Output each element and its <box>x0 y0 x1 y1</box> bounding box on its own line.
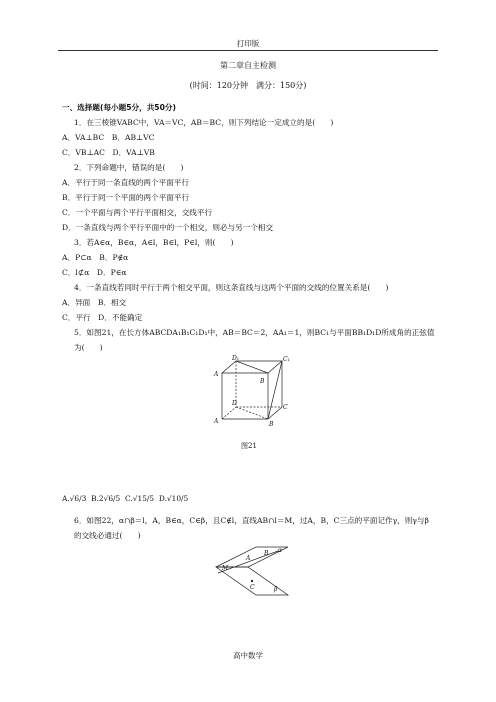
spacer <box>62 453 436 491</box>
planes-diagram <box>212 543 292 599</box>
q5-option-d: D.√10/5 <box>158 494 189 503</box>
q2-option-b: B．平行于同一个平面的两个平面平行 <box>62 193 190 202</box>
label-b: B <box>269 421 274 428</box>
question-4: 4．一条直线若同时平行于两个相交平面，则这条直线与这两个平面的交线的位置关系是( ) <box>74 283 389 292</box>
label-d: D <box>232 400 237 407</box>
q5-option-b: B.2√6/5 <box>91 494 121 503</box>
q2-option-d: D．一条直线与两个平行平面中的一个相交，则必与另一个相交 <box>62 223 274 232</box>
page-footer: 高中数学 <box>233 651 263 660</box>
q5-option-a: A.√6/3 <box>62 494 87 503</box>
q1-options-cd: C．VB⊥AC D．VA⊥VB <box>62 148 155 157</box>
label-m: M <box>222 565 229 572</box>
q3-options-ab: A．P⊂α B．P∉α <box>62 253 129 262</box>
doc-subtitle: (时间：120分钟 满分：150分) <box>189 81 307 90</box>
label-c: C <box>283 404 288 411</box>
q2-option-a: A．平行于同一条直线的两个平面平行 <box>62 178 189 187</box>
question-1: 1．在三棱锥VABC中，VA＝VC，AB＝BC，则下列结论一定成立的是( ) <box>74 118 334 127</box>
question-6: 6．如图22，α∩β＝l，A，B∈α，C∈β，且C∉l，直线AB∩l＝M，过A，B，C三点的平面记作γ，则γ与β的交线必通过( ) <box>74 516 429 540</box>
q1-options-ab: A．VA⊥BC B．AB⊥VC <box>62 133 155 142</box>
figure-2-1-caption: 图21 <box>241 442 257 450</box>
q5-option-c: C.√15/5 <box>125 494 155 503</box>
figure-2-2 <box>62 543 436 599</box>
q3-options-cd: C．l⊄α D．P∈α <box>62 268 127 277</box>
q5-options <box>62 491 436 513</box>
figure-2-1 <box>62 355 436 439</box>
q2-option-c: C．一个平面与两个平行平面相交，交线平行 <box>62 208 213 217</box>
cuboid-diagram <box>210 355 290 439</box>
question-3: 3．若A∈α，B∈α，A∈l，B∈l，P∈l，则( ) <box>74 238 234 247</box>
header-rule <box>58 50 438 51</box>
label-b1: B <box>260 378 265 385</box>
section-heading: 一、选择题(每小题5分，共50分) <box>62 103 176 112</box>
label-a: A <box>246 555 251 562</box>
question-list <box>62 100 436 599</box>
label-d1: D₁ <box>232 355 240 362</box>
label-a1: A <box>214 371 219 378</box>
question-5: 5．如图21，在长方体ABCDA₁B₁C₁D₁中，AB＝BC＝2，AA₁＝1，则BC₁与平面BB₁D₁D所成角的正弦值为( ) <box>74 328 435 352</box>
label-alpha: α <box>278 547 283 554</box>
label-a: A <box>214 418 219 425</box>
doc-title: 第二章自主检测 <box>220 61 276 70</box>
label-c: C <box>250 584 255 591</box>
q4-options-ab: A．异面 B．相交 <box>62 298 127 307</box>
label-beta: β <box>274 586 278 593</box>
print-header: 打印版 <box>236 39 260 48</box>
question-2: 2．下列命题中，错误的是( ) <box>74 163 184 172</box>
q4-options-cd: C．平行 D．不能确定 <box>62 313 143 322</box>
label-c1: C₁ <box>283 356 290 363</box>
label-b: B <box>264 550 269 557</box>
